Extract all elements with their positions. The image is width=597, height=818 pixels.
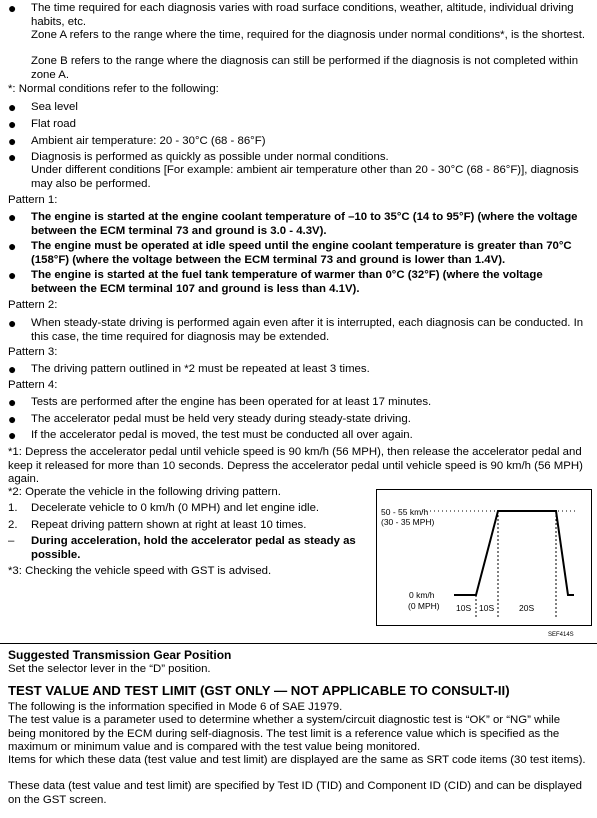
zero-speed-mph-label: (0 MPH) <box>408 601 440 611</box>
bullet: ● <box>8 238 17 254</box>
bullet: ● <box>8 315 17 331</box>
normal-condition-item: Diagnosis is performed as quickly as possible under normal conditions. <box>31 151 389 163</box>
pattern-1-item: The engine must be operated at idle speed until the engine coolant temperature is greater than 70°C (158°F) (where the voltage between the ECM terminal 73 and ground is lower than 1.4V). <box>31 240 572 266</box>
step-number: 1. <box>8 502 18 514</box>
normal-conditions-heading: *: Normal conditions refer to the following: <box>8 83 219 95</box>
test-value-p3: Items for which these data (test value and test limit) are displayed are the same as SRT code items (30 test items). <box>8 754 586 766</box>
test-value-p1: The following is the information specified in Mode 6 of SAE J1979. <box>8 701 343 713</box>
segment-label-20s: 20S <box>519 603 535 613</box>
pattern-3-label: Pattern 3: <box>8 346 58 358</box>
pattern-4-item: Tests are performed after the engine has been operated for at least 17 minutes. <box>31 396 432 408</box>
pattern-1-label: Pattern 1: <box>8 194 58 206</box>
section-divider <box>0 643 597 644</box>
intro-para-2: Zone A refers to the range where the time, required for the diagnosis under normal conditions*, is the shortest. <box>31 29 586 41</box>
normal-condition-item: Ambient air temperature: 20 - 30°C (68 - 86°F) <box>31 135 266 147</box>
test-value-p4: These data (test value and test limit) are specified by Test ID (TID) and Component ID (CID) and can be displayed on the GST screen. <box>8 780 583 806</box>
bullet: ● <box>8 427 17 443</box>
zero-speed-label: 0 km/h <box>409 590 435 600</box>
note-1: *1: Depress the accelerator pedal until vehicle speed is 90 km/h (56 MPH), then release the accelerator pedal and keep it released for more than 10 seconds. Depress the accelerator pedal until vehicle speed is 90 km/h (56 MPH) again. <box>8 446 583 486</box>
intro-para-3: Zone B refers to the range where the diagnosis can still be performed if the diagnosis is not completed within zone A. <box>31 55 579 81</box>
pattern-4-label: Pattern 4: <box>8 379 58 391</box>
pattern-4-item: If the accelerator pedal is moved, the test must be conducted all over again. <box>31 429 413 441</box>
note-2-heading: *2: Operate the vehicle in the following driving pattern. <box>8 486 281 498</box>
driving-pattern-diagram <box>376 489 592 639</box>
bullet: ● <box>8 116 17 132</box>
pattern-3-item: The driving pattern outlined in *2 must be repeated at least 3 times. <box>31 363 370 375</box>
top-speed-label: 50 - 55 km/h <box>381 507 429 517</box>
intro-para-1: The time required for each diagnosis varies with road surface conditions, weather, altitude, individual driving habits, etc. <box>31 2 574 28</box>
step-text-bold: During acceleration, hold the accelerator pedal as steady as possible. <box>31 535 356 561</box>
step-dash: – <box>8 535 15 547</box>
test-value-p2: The test value is a parameter used to determine whether a system/circuit diagnostic test is “OK” or “NG” while being monitored by the ECM during self-diagnosis. The test limit is a reference value which is specified as the maximum or minimum value and is compared with the test value being monitored. <box>8 714 561 754</box>
bullet: ● <box>8 267 17 283</box>
bullet: ● <box>8 411 17 427</box>
pattern-4-item: The accelerator pedal must be held very steady during steady-state driving. <box>31 413 411 425</box>
test-value-heading: TEST VALUE AND TEST LIMIT (GST ONLY — NOT APPLICABLE TO CONSULT-II) <box>8 683 510 698</box>
gear-text: Set the selector lever in the “D” position. <box>8 663 211 675</box>
normal-condition-item: Flat road <box>31 118 76 130</box>
step-text: Decelerate vehicle to 0 km/h (0 MPH) and let engine idle. <box>31 502 320 514</box>
segment-label-10s: 10S <box>456 603 472 613</box>
bullet: ● <box>8 361 17 377</box>
normal-condition-item: Sea level <box>31 101 78 113</box>
pattern-2-item: When steady-state driving is performed again even after it is interrupted, each diagnosis can be conducted. In this case, the time required for diagnosis may be extended. <box>31 317 584 343</box>
bullet: ● <box>8 209 17 225</box>
segment-label-10s: 10S <box>479 603 495 613</box>
note-3: *3: Checking the vehicle speed with GST is advised. <box>8 565 272 577</box>
step-text: Repeat driving pattern shown at right at least 10 times. <box>31 519 307 531</box>
bullet: ● <box>8 0 17 16</box>
bullet: ● <box>8 394 17 410</box>
normal-conditions-note: Under different conditions [For example: ambient air temperature other than 20 - 30°C (68 - 86°F)], diagnosis may also be performed. <box>31 164 579 190</box>
pattern-1-item: The engine is started at the fuel tank temperature of warmer than 0°C (32°F) (where the voltage between the ECM terminal 107 and ground is less than 4.1V). <box>31 269 543 295</box>
top-speed-mph-label: (30 - 35 MPH) <box>381 517 435 527</box>
step-number: 2. <box>8 519 18 531</box>
pattern-2-label: Pattern 2: <box>8 299 58 311</box>
gear-heading: Suggested Transmission Gear Position <box>8 648 232 662</box>
bullet: ● <box>8 99 17 115</box>
bullet: ● <box>8 149 17 165</box>
bullet: ● <box>8 133 17 149</box>
figure-id: SEF414S <box>548 632 574 638</box>
pattern-1-item: The engine is started at the engine coolant temperature of –10 to 35°C (14 to 95°F) (where the voltage between the ECM terminal 73 and ground is 3.0 - 4.3V). <box>31 211 578 237</box>
